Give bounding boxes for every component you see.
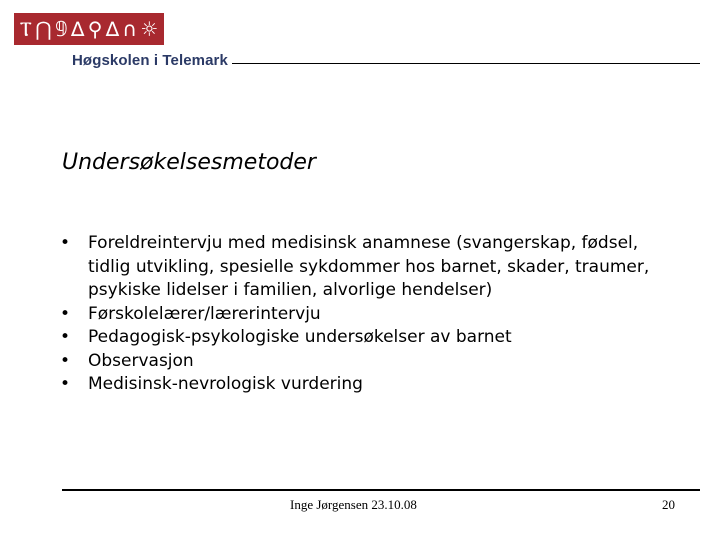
bullet-text: Foreldreintervju med medisinsk anamnese (svangerskap, fødsel, tidlig utvikling, spesielle sykdommer hos barnet, skader, traumer, psykiske lidelser i familien, alvorlige hendelser): [88, 233, 650, 300]
slide-title: Undersøkelsesmetoder: [62, 150, 316, 175]
bullet-list: [60, 232, 670, 397]
bullet-item: [60, 326, 670, 350]
bullet-text: Pedagogisk-psykologiske undersøkelser av barnet: [88, 327, 512, 347]
bullet-marker: •: [60, 374, 71, 394]
page-number: 20: [662, 497, 675, 512]
logo-glyph-1: Ⲧ: [19, 17, 32, 41]
bullet-item: [60, 303, 670, 327]
logo-glyph-8: ☼: [140, 17, 159, 41]
bullet-item: [60, 232, 670, 303]
footer-divider: [62, 489, 700, 491]
bullet-item: [60, 373, 670, 397]
logo-glyph-6: ∆: [105, 17, 120, 41]
header-divider: [232, 63, 700, 64]
bullet-marker: •: [60, 303, 71, 324]
bullet-item: [60, 350, 670, 374]
logo-glyph-7: ∩: [122, 17, 138, 41]
logo-glyph-5: ⚲: [87, 17, 103, 41]
bullet-text: Medisinsk-nevrologisk vurdering: [88, 374, 363, 394]
footer-author-date: Inge Jørgensen 23.10.08: [290, 497, 417, 512]
logo-glyph-2: ⋂: [35, 17, 52, 41]
logo-glyph-3: 𝟡: [55, 17, 68, 41]
institution-logo: [14, 13, 164, 45]
bullet-marker: •: [60, 233, 71, 253]
institution-name: Høgskolen i Telemark: [72, 52, 228, 69]
bullet-marker: •: [60, 350, 71, 371]
bullet-text: Førskolelærer/lærerintervju: [88, 303, 321, 324]
logo-glyph-4: ∆: [71, 17, 85, 41]
bullet-text: Observasjon: [88, 350, 194, 371]
bullet-marker: •: [60, 327, 71, 347]
